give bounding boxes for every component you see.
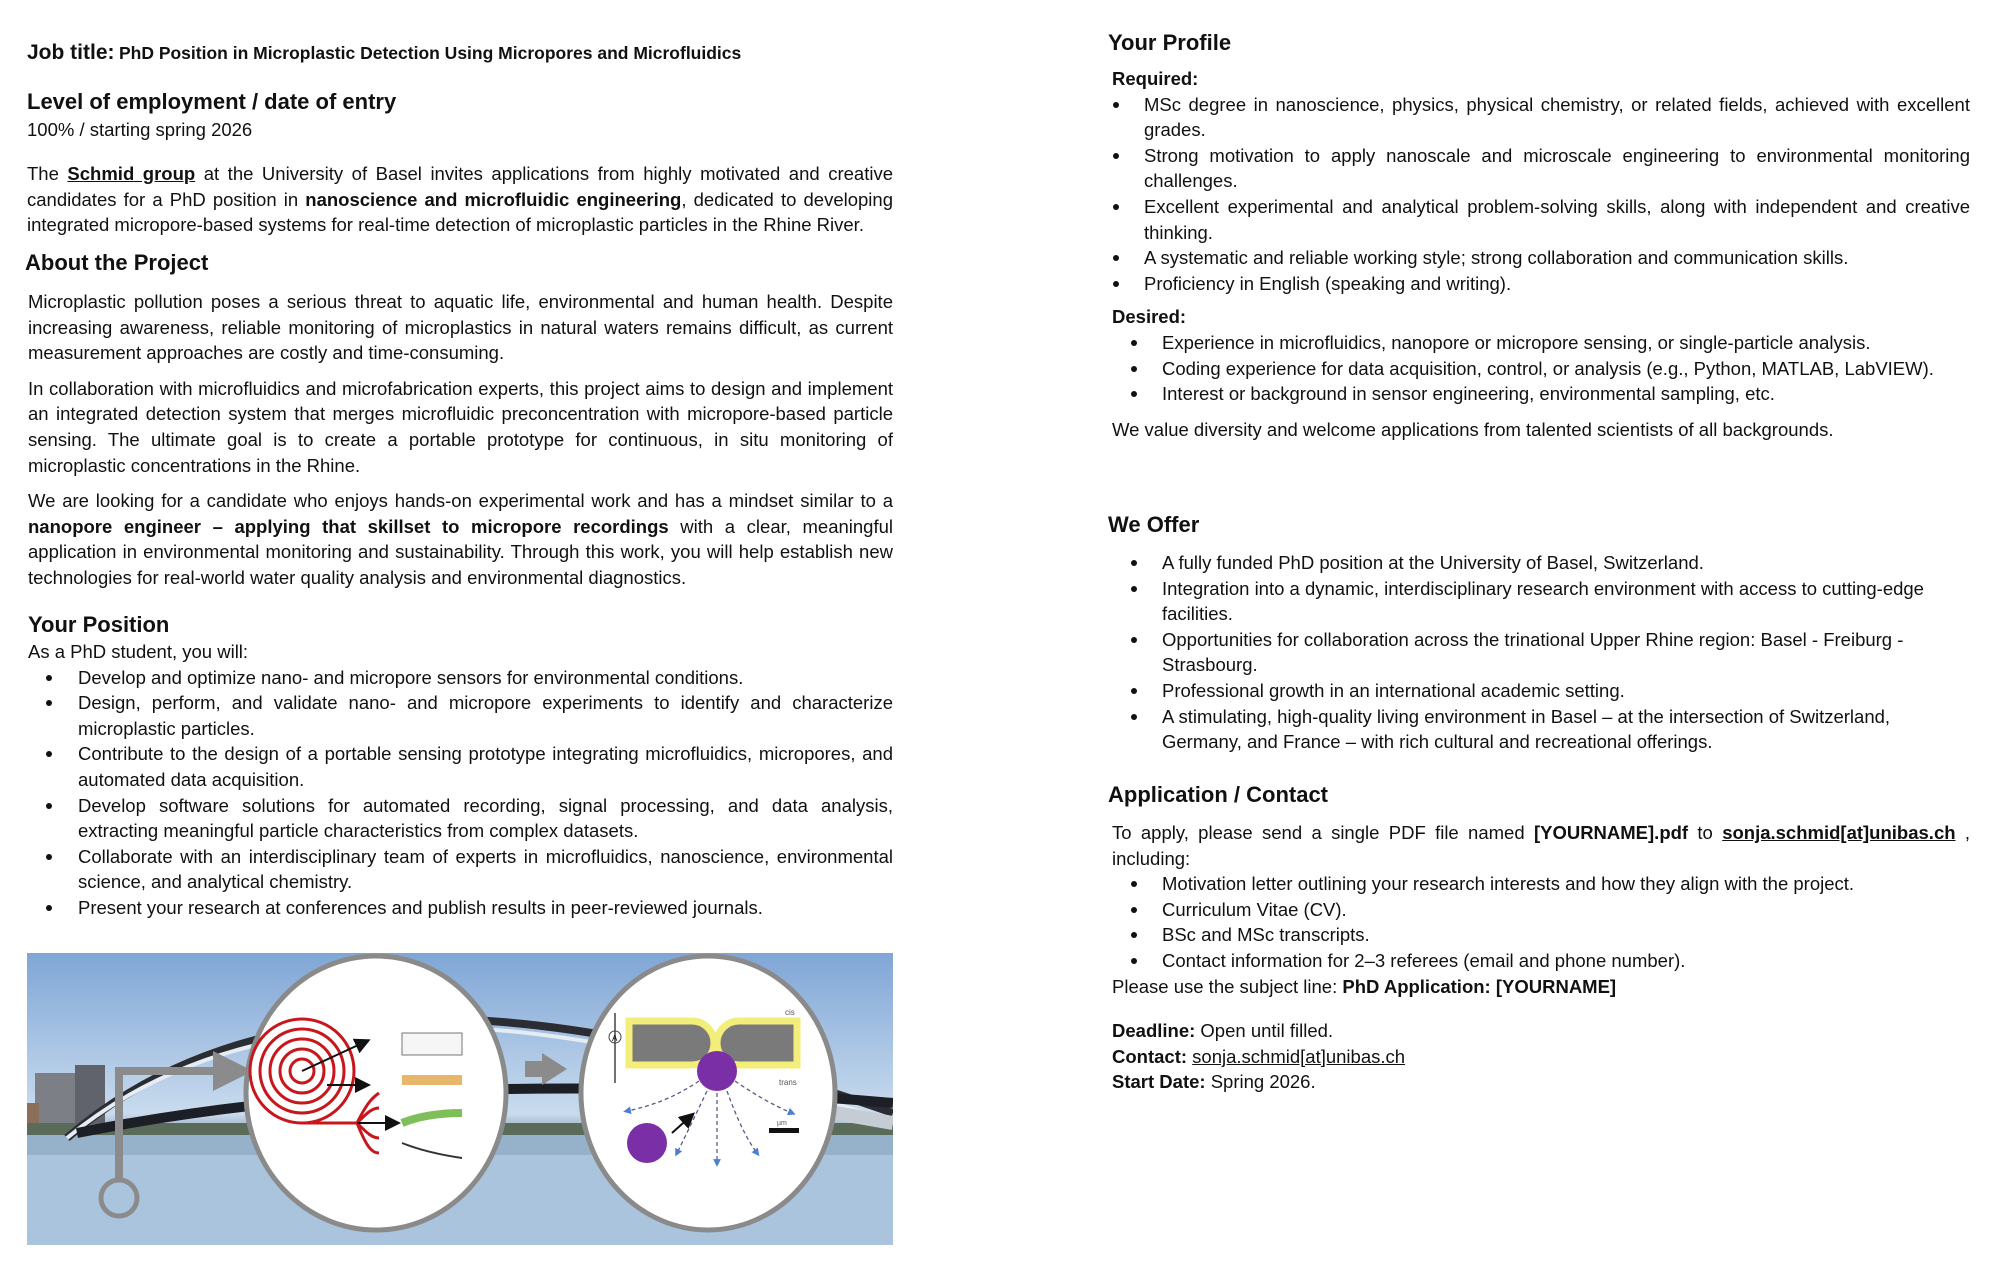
about-section xyxy=(28,289,893,591)
application-paragraph xyxy=(1112,820,1970,871)
profile-heading: Your Profile xyxy=(1108,30,1232,55)
list-item-text: Contribute to the design of a portable sensing prototype integrating microfluidics, micropores, and automated data acquisition. xyxy=(78,743,893,790)
list-item xyxy=(1112,356,1970,382)
start-date-label: Start Date: xyxy=(1112,1071,1206,1093)
contact-line xyxy=(1112,1044,1970,1070)
list-item xyxy=(28,665,893,691)
required-list xyxy=(1112,92,1970,297)
list-item xyxy=(1112,678,1942,704)
application-list xyxy=(1112,871,1970,973)
about-bold-text: nanopore engineer – applying that skillset to micropore recordings xyxy=(28,515,669,537)
bullet-icon xyxy=(46,803,52,809)
contact-details xyxy=(1112,1018,1970,1095)
application-text: , including: xyxy=(1112,822,1971,869)
application-text: To apply, please send a single PDF file named xyxy=(1112,822,1534,843)
bullet-icon xyxy=(1131,881,1137,887)
bridge-illustration-icon xyxy=(27,953,893,1245)
bullet-icon xyxy=(1131,637,1137,643)
list-item xyxy=(1112,92,1970,143)
intro-text: , dedicated to developing integrated micropore-based systems for real-time detection of microplastic particles in the Rhine River. xyxy=(27,188,893,236)
contact-email-link[interactable]: sonja.schmid[at]unibas.ch xyxy=(1192,1045,1406,1067)
list-item xyxy=(1112,922,1970,948)
position-list xyxy=(28,665,893,921)
schmid-group-link[interactable]: Schmid group xyxy=(67,163,196,184)
offer-list xyxy=(1112,550,1942,755)
list-item xyxy=(1112,948,1970,974)
list-item-text: Present your research at conferences and publish results in peer-reviewed journals. xyxy=(78,896,763,918)
bullet-icon xyxy=(46,905,52,911)
list-item-text: Coding experience for data acquisition, control, or analysis (e.g., Python, MATLAB, LabVIEW). xyxy=(1162,357,1934,379)
bullet-icon xyxy=(1131,340,1137,346)
required-label: Required: xyxy=(1112,68,1199,89)
list-item xyxy=(28,741,893,792)
list-item xyxy=(1112,194,1970,245)
list-item xyxy=(1112,330,1970,356)
about-text: with a clear, meaningful application in environmental monitoring and sustainability. Through this work, you will help establish new technologies for real-world water quality analysis and environmental diagnostics. xyxy=(28,515,893,588)
trans-label: trans xyxy=(779,1078,797,1087)
job-title: PhD Position in Microplastic Detection Using Micropores and Microfluidics xyxy=(118,43,742,63)
list-item-text: BSc and MSc transcripts. xyxy=(1162,924,1370,946)
list-item-text: Integration into a dynamic, interdisciplinary research environment with access to cutting-edge facilities. xyxy=(1162,577,1924,625)
profile-section xyxy=(1108,30,1970,442)
intro-text: The xyxy=(27,163,68,184)
list-item-text: Proficiency in English (speaking and writing). xyxy=(1144,272,1512,294)
list-item-text: Design, perform, and validate nano- and micropore experiments to identify and characterize microplastic particles. xyxy=(78,692,893,739)
project-illustration xyxy=(27,953,893,1245)
list-item-text: Professional growth in an international academic setting. xyxy=(1162,679,1625,701)
subject-line xyxy=(1112,974,1970,1000)
subject-text: Please use the subject line: xyxy=(1112,975,1343,997)
list-item-text: Strong motivation to apply nanoscale and microscale engineering to environmental monitoring challenges. xyxy=(1144,144,1970,192)
bullet-icon xyxy=(1113,204,1119,210)
list-item-text: MSc degree in nanoscience, physics, physical chemistry, or related fields, achieved with excellent grades. xyxy=(1144,93,1970,141)
bullet-icon xyxy=(1131,958,1137,964)
bullet-icon xyxy=(1131,586,1137,592)
list-item-text: Contact information for 2–3 referees (email and phone number). xyxy=(1162,949,1686,971)
deadline-value: Open until filled. xyxy=(1195,1020,1334,1042)
list-item xyxy=(1112,627,1942,678)
desired-list xyxy=(1112,330,1970,407)
position-heading: Your Position xyxy=(28,612,170,637)
list-item-text: Interest or background in sensor engineering, environmental sampling, etc. xyxy=(1162,383,1775,405)
list-item xyxy=(1112,871,1970,897)
application-section xyxy=(1108,782,1970,1095)
offer-section xyxy=(1108,512,1970,755)
list-item-text: A systematic and reliable working style; strong collaboration and communication skills. xyxy=(1144,247,1849,269)
bullet-icon xyxy=(1131,366,1137,372)
bullet-icon xyxy=(1131,932,1137,938)
list-item xyxy=(1112,704,1942,755)
bullet-icon xyxy=(1131,391,1137,397)
subject-bold-text: PhD Application: [YOURNAME] xyxy=(1342,975,1617,997)
list-item-text: Curriculum Vitae (CV). xyxy=(1162,898,1347,920)
employment-block xyxy=(27,89,893,143)
about-text: We are looking for a candidate who enjoys hands-on experimental work and has a mindset similar to a xyxy=(28,490,893,512)
bullet-icon xyxy=(1131,688,1137,694)
list-item xyxy=(1112,897,1970,923)
intro-text: at the University of Basel invites applications from highly motivated and creative candidates for a PhD position in xyxy=(27,163,893,210)
bullet-icon xyxy=(1113,153,1119,159)
list-item xyxy=(1112,143,1970,194)
deadline-line xyxy=(1112,1018,1970,1044)
application-heading: Application / Contact xyxy=(1108,782,1328,807)
file-name: [YOURNAME].pdf xyxy=(1533,822,1689,843)
start-date-line xyxy=(1112,1069,1970,1095)
list-item xyxy=(1112,550,1942,576)
list-item xyxy=(1112,381,1970,407)
bullet-icon xyxy=(46,675,52,681)
list-item xyxy=(28,793,893,844)
list-item-text: A stimulating, high-quality living environment in Basel – at the intersection of Switzerland, Germany, and France – with rich cultural and recreational offerings. xyxy=(1162,705,1891,753)
bullet-icon xyxy=(1113,102,1119,108)
employment-heading: Level of employment / date of entry xyxy=(27,89,397,114)
position-intro: As a PhD student, you will: xyxy=(28,641,249,662)
about-heading: About the Project xyxy=(25,250,209,275)
bullet-icon xyxy=(1131,560,1137,566)
list-item-text: Motivation letter outlining your research interests and how they align with the project. xyxy=(1162,873,1855,895)
contact-label: Contact: xyxy=(1112,1045,1188,1067)
about-paragraph-3 xyxy=(28,488,893,590)
list-item xyxy=(1112,576,1942,627)
job-title-line xyxy=(27,41,741,65)
list-item-text: A fully funded PhD position at the University of Basel, Switzerland. xyxy=(1162,552,1704,573)
position-section xyxy=(28,612,893,921)
list-item xyxy=(1112,245,1970,271)
diversity-statement: We value diversity and welcome applications from talented scientists of all backgrounds. xyxy=(1112,418,1834,440)
employment-value: 100% / starting spring 2026 xyxy=(27,119,253,140)
deadline-label: Deadline: xyxy=(1112,1020,1196,1042)
cis-label: cis xyxy=(785,1008,795,1017)
about-paragraph-1: Microplastic pollution poses a serious threat to aquatic life, environmental and human health. Despite increasing awareness, reliable monitoring of microplastics in natural waters remains difficult, as current measurement approaches are costly and time-consuming. xyxy=(28,291,893,364)
intro-paragraph xyxy=(27,161,893,238)
bullet-icon xyxy=(1113,255,1119,261)
job-title-label: Job title: xyxy=(27,41,115,64)
about-paragraph-2: In collaboration with microfluidics and microfabrication experts, this project aims to design and implement an integrated detection system that merges microfluidic preconcentration with micropore-based particle sensing. The ultimate goal is to create a portable prototype for continuous, in situ monitoring of microplastic concentrations in the Rhine. xyxy=(28,377,893,476)
offer-heading: We Offer xyxy=(1108,512,1200,537)
list-item-text: Develop and optimize nano- and micropore sensors for environmental conditions. xyxy=(78,666,744,688)
list-item-text: Excellent experimental and analytical problem-solving skills, along with independent and creative thinking. xyxy=(1144,195,1970,243)
intro-bold-text: nanoscience and microfluidic engineering xyxy=(305,188,682,210)
bullet-icon xyxy=(1131,714,1137,720)
application-text: to xyxy=(1688,822,1723,843)
start-date-value: Spring 2026. xyxy=(1205,1071,1316,1093)
bullet-icon xyxy=(1131,907,1137,913)
list-item-text: Develop software solutions for automated recording, signal processing, and data analysis, extracting meaningful particle characteristics from complex datasets. xyxy=(78,794,893,842)
bullet-icon xyxy=(46,751,52,757)
list-item xyxy=(1112,271,1970,297)
bullet-icon xyxy=(46,700,52,706)
list-item-text: Experience in microfluidics, nanopore or micropore sensing, or single-particle analysis. xyxy=(1162,331,1871,353)
list-item xyxy=(28,895,893,921)
list-item xyxy=(28,844,893,895)
apply-email-link[interactable]: sonja.schmid[at]unibas.ch xyxy=(1722,822,1956,843)
ammeter-label: A xyxy=(612,1034,618,1043)
scale-bar-label: µm xyxy=(777,1120,787,1127)
list-item-text: Collaborate with an interdisciplinary team of experts in microfluidics, nanoscience, environmental science, and analytical chemistry. xyxy=(78,845,893,893)
list-item-text: Opportunities for collaboration across the trinational Upper Rhine region: Basel - Freiburg - Strasbourg. xyxy=(1162,628,1904,676)
list-item xyxy=(28,690,893,741)
bullet-icon xyxy=(1113,281,1119,287)
desired-label: Desired: xyxy=(1112,306,1187,328)
bullet-icon xyxy=(46,854,52,860)
